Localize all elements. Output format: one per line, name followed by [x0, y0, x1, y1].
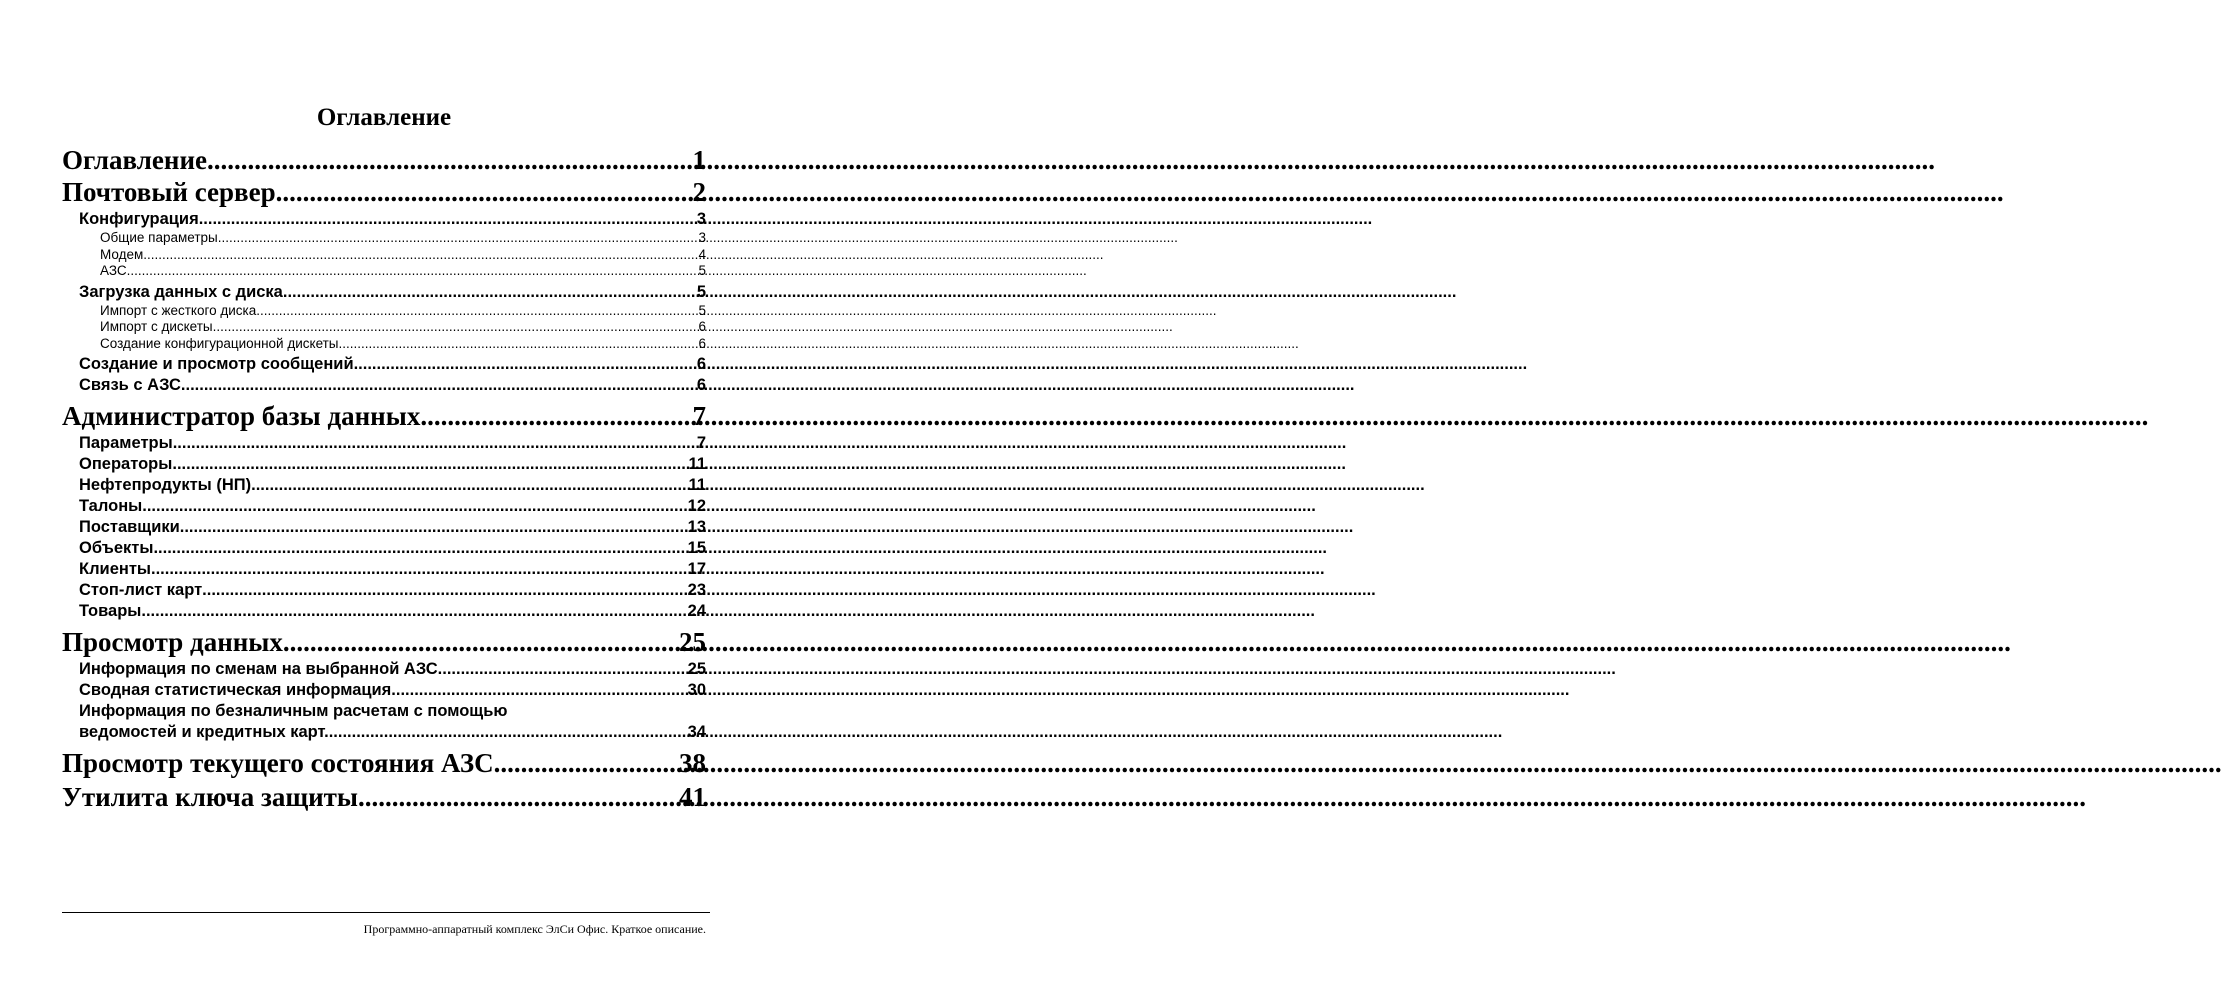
toc-entry-text: Администратор базы данных — [62, 401, 421, 431]
toc-entry-level-2[interactable] — [62, 680, 706, 701]
document-page — [0, 0, 768, 994]
toc-entry-text: Операторы — [79, 455, 173, 473]
toc-entry-level-2[interactable] — [62, 580, 706, 601]
toc-entry-text: Информация по безналичным расчетам с помощью — [79, 702, 508, 720]
dot-leader — [283, 625, 679, 659]
dot-leader — [173, 433, 697, 454]
dot-leader — [202, 580, 687, 601]
toc-entry-page: 6 — [696, 355, 706, 373]
footer-divider — [62, 912, 710, 913]
toc-entry-text: Сводная статистическая информация. — [79, 681, 396, 699]
dot-leader — [153, 538, 687, 559]
dot-leader — [442, 659, 687, 680]
toc-entry-page: 11 — [688, 476, 706, 494]
toc-entry-text: Создание и просмотр сообщений — [79, 355, 354, 373]
toc-entry-level-2[interactable] — [62, 433, 706, 454]
toc-entry-text: Оглавление — [62, 145, 207, 175]
dot-leader — [358, 780, 679, 814]
dot-leader — [396, 680, 688, 701]
toc-entry-text: АЗС — [100, 263, 127, 278]
toc-entry-level-1[interactable] — [62, 746, 706, 780]
dot-leader — [420, 399, 692, 433]
toc-entry-text: Объекты — [79, 539, 154, 557]
toc-entry-level-2[interactable] — [62, 454, 706, 475]
dot-leader — [218, 230, 699, 247]
toc-entry-text: Связь с АЗС — [79, 376, 181, 394]
toc-entry-page: 7 — [692, 401, 706, 431]
toc-entry-text: Импорт с дискеты — [100, 319, 213, 334]
dot-leader — [283, 282, 697, 303]
toc-entry-level-3[interactable] — [62, 336, 706, 353]
toc-entry-level-3[interactable] — [62, 263, 706, 280]
dot-leader — [142, 496, 687, 517]
dot-leader — [180, 517, 688, 538]
dot-leader — [354, 354, 697, 375]
toc-entry-page: 17 — [687, 560, 706, 578]
toc-entry-page: 23 — [687, 581, 706, 599]
toc-entry-level-3[interactable] — [62, 303, 706, 320]
toc-entry-text: Талоны — [79, 497, 143, 515]
dot-leader — [199, 209, 697, 230]
toc-entry-page: 15 — [687, 539, 706, 557]
toc-entry-page: 5 — [698, 302, 706, 318]
dot-leader — [172, 454, 688, 475]
toc-entry-text: Просмотр текущего состояния АЗС — [62, 748, 494, 778]
toc-entry-text: Почтовый сервер — [62, 177, 276, 207]
toc-entry-page: 4 — [698, 246, 706, 262]
toc-entry-level-2[interactable] — [62, 659, 706, 680]
toc-entry-page: 3 — [696, 210, 706, 228]
toc-entry-level-3[interactable] — [62, 319, 706, 336]
toc-entry-text: Общие параметры — [100, 230, 218, 245]
dot-leader — [339, 336, 699, 353]
toc-entry-level-2[interactable] — [62, 559, 706, 580]
toc-entry-text: ведомостей и кредитных карт. — [79, 723, 329, 741]
toc-entry-text: Товары — [79, 602, 142, 620]
toc-entry-level-2[interactable] — [62, 282, 706, 303]
toc-entry-text: Загрузка данных с диска — [79, 282, 283, 301]
toc-entry-level-2[interactable] — [62, 354, 706, 375]
dot-leader — [151, 559, 688, 580]
toc-entry-level-2[interactable] — [62, 209, 706, 230]
dot-leader — [494, 746, 679, 780]
toc-entry-text: Клиенты — [79, 560, 152, 578]
toc-entry-page: 1 — [692, 145, 706, 175]
toc-entry-page: 13 — [687, 518, 706, 536]
toc-entry-level-2[interactable] — [62, 496, 706, 517]
toc-entry-page: 6 — [698, 335, 706, 351]
toc-entry-page: 25 — [679, 627, 706, 657]
dot-leader — [251, 475, 688, 496]
toc-entry-page: 5 — [696, 282, 706, 301]
toc-entry-page: 41 — [679, 782, 706, 812]
toc-entry-level-3[interactable] — [62, 247, 706, 264]
toc-entry-page: 5 — [698, 263, 706, 278]
page-title: Оглавление — [316, 104, 452, 131]
toc-entry-text: Поставщики — [79, 518, 180, 536]
toc-entry-level-1[interactable] — [62, 143, 706, 177]
dot-leader — [276, 175, 693, 209]
toc-entry-page: 24 — [687, 602, 706, 620]
toc-entry-level-2[interactable] — [62, 475, 706, 496]
toc-entry-text: Просмотр данных — [62, 627, 283, 657]
toc-entry-text: Модем — [100, 246, 144, 262]
toc-entry-level-1[interactable] — [62, 175, 706, 209]
toc-entry-text: Нефтепродукты (НП) — [79, 476, 252, 494]
dot-leader — [141, 601, 687, 622]
toc-entry-text: Создание конфигурационной дискеты — [100, 335, 339, 351]
toc-entry-text: Импорт с жесткого диска — [100, 302, 257, 318]
dot-leader — [143, 247, 698, 264]
toc-entry-level-2[interactable] — [62, 601, 706, 622]
toc-entry-level-1[interactable] — [62, 780, 706, 814]
toc-entry-level-1[interactable] — [62, 399, 706, 433]
dot-leader — [256, 303, 698, 320]
toc-entry-level-2[interactable] — [62, 701, 706, 743]
toc-entry-page: 7 — [696, 434, 706, 452]
toc-entry-level-3[interactable] — [62, 230, 706, 247]
dot-leader — [127, 263, 699, 280]
dot-leader — [213, 319, 699, 336]
dot-leader — [207, 143, 693, 177]
toc-entry-text: Конфигурация — [79, 210, 199, 228]
toc-entry-page: 30 — [687, 681, 706, 699]
toc-entry-page: 6 — [698, 319, 706, 334]
toc-entry-text: Стоп-лист карт — [79, 581, 203, 599]
toc-entry-text: Утилита ключа защиты — [62, 782, 359, 812]
toc-entry-page: 11 — [688, 455, 706, 473]
toc-entry-page: 6 — [696, 376, 706, 394]
toc-entry-page: 25 — [687, 660, 706, 678]
toc-entry-page: 38 — [679, 748, 706, 778]
toc-entry-page: 3 — [698, 230, 706, 245]
toc-entry-level-1[interactable] — [62, 625, 706, 659]
toc-entry-level-2[interactable] — [62, 375, 706, 396]
toc-entry-text: Информация по сменам на выбранной АЗС. — [79, 660, 443, 678]
toc-entry-page: 2 — [692, 177, 706, 207]
toc-entry-page: 12 — [687, 497, 706, 515]
table-of-contents — [62, 143, 706, 814]
toc-entry-page: 34 — [687, 723, 706, 741]
footer-text: Программно-аппаратный комплекс ЭлСи Офис. Краткое описание. — [363, 922, 706, 936]
dot-leader — [181, 375, 697, 396]
dot-leader — [329, 722, 688, 743]
toc-entry-level-2[interactable] — [62, 517, 706, 538]
toc-entry-level-2[interactable] — [62, 538, 706, 559]
toc-entry-text: Параметры — [79, 434, 173, 452]
